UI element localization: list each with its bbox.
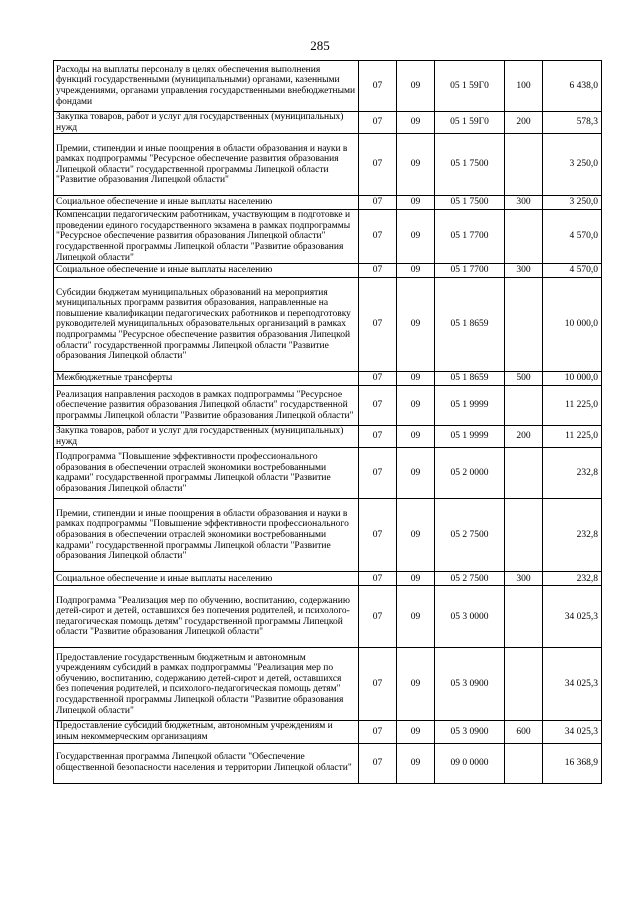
table-row (54, 426, 602, 448)
row-section: 07 (359, 743, 397, 783)
row-section: 07 (359, 61, 397, 112)
row-subsection: 09 (397, 499, 435, 572)
row-section: 07 (359, 264, 397, 278)
row-amount: 232,8 (543, 499, 602, 572)
row-target-code: 05 2 7500 (435, 499, 505, 572)
row-expense-type: 100 (505, 61, 543, 112)
table-row (54, 112, 602, 134)
row-description: Предоставление государственным бюджетным и автономным учреждениям субсидий в рамках подпрограммы "Реализация мер по обучению, воспитанию, содержанию детей-сирот и детей, оставшихся без попечения родителей, и психолого-педагогическая помощь детям" государственной программы Липецкой области "Развитие образования Липецкой области" (54, 648, 359, 721)
row-section: 07 (359, 278, 397, 372)
row-description: Расходы на выплаты персоналу в целях обеспечения выполнения функций государственными (муниципальными) органами, казенными учреждениями, органами управления государственными внебюджетными фондами (54, 61, 359, 112)
row-target-code: 05 1 59Г0 (435, 112, 505, 134)
row-section: 07 (359, 586, 397, 648)
row-target-code: 05 1 59Г0 (435, 61, 505, 112)
row-amount: 11 225,0 (543, 426, 602, 448)
row-subsection: 09 (397, 278, 435, 372)
page-number: 285 (310, 38, 330, 53)
row-target-code: 05 2 7500 (435, 572, 505, 586)
row-section: 07 (359, 372, 397, 386)
table-row (54, 743, 602, 783)
row-amount: 16 368,9 (543, 743, 602, 783)
row-subsection: 09 (397, 264, 435, 278)
row-expense-type (505, 448, 543, 499)
row-target-code: 05 1 9999 (435, 386, 505, 426)
row-expense-type (505, 278, 543, 372)
table-row (54, 61, 602, 112)
row-section: 07 (359, 210, 397, 264)
row-target-code: 05 1 8659 (435, 372, 505, 386)
row-expense-type: 200 (505, 112, 543, 134)
row-target-code: 05 1 7700 (435, 210, 505, 264)
row-subsection: 09 (397, 61, 435, 112)
row-subsection: 09 (397, 112, 435, 134)
table-row (54, 448, 602, 499)
row-description: Государственная программа Липецкой области "Обеспечение общественной безопасности населения и территории Липецкой области" (54, 743, 359, 783)
row-expense-type (505, 743, 543, 783)
row-subsection: 09 (397, 372, 435, 386)
row-target-code: 05 3 0000 (435, 586, 505, 648)
table-row (54, 586, 602, 648)
row-target-code: 05 1 8659 (435, 278, 505, 372)
row-expense-type (505, 586, 543, 648)
row-description: Премии, стипендии и иные поощрения в области образования и науки в рамках подпрограммы "Повышение эффективности профессионального образования в обеспечении отраслей экономики востребованными кадрами" государственной программы Липецкой области "Развитие образования Липецкой области" (54, 499, 359, 572)
row-target-code: 05 2 0000 (435, 448, 505, 499)
row-amount: 34 025,3 (543, 586, 602, 648)
row-amount: 578,3 (543, 112, 602, 134)
row-subsection: 09 (397, 721, 435, 743)
row-target-code: 05 1 9999 (435, 426, 505, 448)
row-subsection: 09 (397, 743, 435, 783)
row-subsection: 09 (397, 386, 435, 426)
row-expense-type: 300 (505, 572, 543, 586)
row-subsection: 09 (397, 448, 435, 499)
row-target-code: 09 0 0000 (435, 743, 505, 783)
row-amount: 34 025,3 (543, 721, 602, 743)
row-subsection: 09 (397, 426, 435, 448)
row-expense-type (505, 134, 543, 196)
row-description: Подпрограмма "Реализация мер по обучению, воспитанию, содержанию детей-сирот и детей, оставшихся без попечения родителей, и психолого-педагогическая помощь детям" государственной программы Липецкой области "Развитие образования Липецкой области" (54, 586, 359, 648)
row-amount: 10 000,0 (543, 278, 602, 372)
row-subsection: 09 (397, 210, 435, 264)
table-row (54, 372, 602, 386)
row-amount: 6 438,0 (543, 61, 602, 112)
row-subsection: 09 (397, 134, 435, 196)
row-section: 07 (359, 112, 397, 134)
row-subsection: 09 (397, 572, 435, 586)
row-expense-type: 500 (505, 372, 543, 386)
row-description: Социальное обеспечение и иные выплаты населению (54, 196, 359, 210)
row-amount: 10 000,0 (543, 372, 602, 386)
table-row (54, 134, 602, 196)
row-target-code: 05 3 0900 (435, 721, 505, 743)
table-row (54, 264, 602, 278)
table-row (54, 648, 602, 721)
row-description: Закупка товаров, работ и услуг для государственных (муниципальных) нужд (54, 426, 359, 448)
row-section: 07 (359, 721, 397, 743)
row-description: Предоставление субсидий бюджетным, автономным учреждениям и иным некоммерческим организациям (54, 721, 359, 743)
row-description: Социальное обеспечение и иные выплаты населению (54, 264, 359, 278)
row-subsection: 09 (397, 586, 435, 648)
row-target-code: 05 1 7500 (435, 134, 505, 196)
row-amount: 4 570,0 (543, 210, 602, 264)
row-expense-type (505, 648, 543, 721)
row-section: 07 (359, 448, 397, 499)
row-expense-type: 300 (505, 264, 543, 278)
table-row (54, 210, 602, 264)
row-amount: 4 570,0 (543, 264, 602, 278)
row-section: 07 (359, 426, 397, 448)
table-row (54, 499, 602, 572)
row-section: 07 (359, 196, 397, 210)
row-expense-type (505, 210, 543, 264)
row-section: 07 (359, 386, 397, 426)
row-description: Межбюджетные трансферты (54, 372, 359, 386)
row-amount: 232,8 (543, 572, 602, 586)
row-expense-type: 200 (505, 426, 543, 448)
row-description: Социальное обеспечение и иные выплаты населению (54, 572, 359, 586)
row-amount: 11 225,0 (543, 386, 602, 426)
row-description: Компенсации педагогическим работникам, участвующим в подготовке и проведении единого государственного экзамена в рамках подпрограммы "Ресурсное обеспечение развития образования Липецкой области" государственной программы Липецкой области "Развитие образования Липецкой области" (54, 210, 359, 264)
row-expense-type (505, 386, 543, 426)
row-section: 07 (359, 134, 397, 196)
row-target-code: 05 1 7500 (435, 196, 505, 210)
row-description: Премии, стипендии и иные поощрения в области образования и науки в рамках подпрограммы "Ресурсное обеспечение развития образования Липецкой области" государственной программы Липецкой области "Развитие образования Липецкой области" (54, 134, 359, 196)
row-expense-type (505, 499, 543, 572)
row-amount: 3 250,0 (543, 196, 602, 210)
row-description: Закупка товаров, работ и услуг для государственных (муниципальных) нужд (54, 112, 359, 134)
row-expense-type: 600 (505, 721, 543, 743)
table-row (54, 572, 602, 586)
row-description: Подпрограмма "Повышение эффективности профессионального образования в обеспечении отраслей экономики востребованными кадрами" государственной программы Липецкой области "Развитие образования Липецкой области" (54, 448, 359, 499)
budget-table (53, 60, 602, 784)
row-subsection: 09 (397, 196, 435, 210)
row-description: Реализация направления расходов в рамках подпрограммы "Ресурсное обеспечение развития образования Липецкой области" государственной программы Липецкой области "Развитие образования Липецкой области" (54, 386, 359, 426)
table-row (54, 196, 602, 210)
row-target-code: 05 3 0900 (435, 648, 505, 721)
row-section: 07 (359, 648, 397, 721)
budget-table-body (54, 61, 602, 784)
row-section: 07 (359, 499, 397, 572)
row-target-code: 05 1 7700 (435, 264, 505, 278)
row-amount: 232,8 (543, 448, 602, 499)
row-description: Субсидии бюджетам муниципальных образований на мероприятия муниципальных программ развития образования, направленные на повышение квалификации педагогических работников и переподготовку руководителей муниципальных образовательных организаций в рамках подпрограммы "Ресурсное обеспечение развития образования Липецкой области" государственной программы Липецкой области "Развитие образования Липецкой области" (54, 278, 359, 372)
row-expense-type: 300 (505, 196, 543, 210)
table-row (54, 278, 602, 372)
table-row (54, 721, 602, 743)
table-row (54, 386, 602, 426)
row-amount: 3 250,0 (543, 134, 602, 196)
row-subsection: 09 (397, 648, 435, 721)
row-amount: 34 025,3 (543, 648, 602, 721)
row-section: 07 (359, 572, 397, 586)
